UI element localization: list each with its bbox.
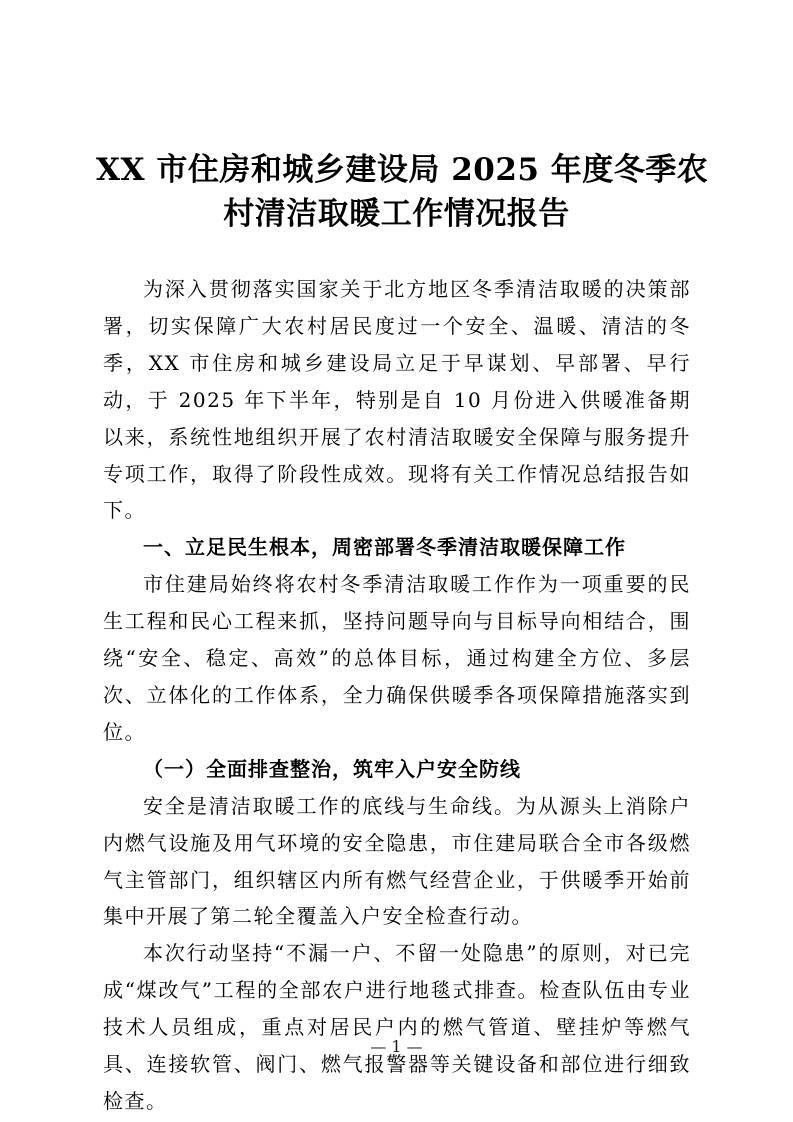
subsection-1-paragraph-1: 安全是清洁取暖工作的底线与生命线。为从源头上消除户内燃气设施及用气环境的安全隐患，市住建局联合全市各级燃气主管部门，组织辖区内所有燃气经营企业，于供暖季开始前集中开展了第二轮全覆盖入户安全检查行动。 (103, 793, 691, 929)
document-title (96, 148, 709, 236)
document-title-line-2: 村清洁取暖工作情况报告 (223, 196, 570, 232)
page-number: — 1 — (370, 1037, 423, 1056)
subsection-1-paragraph-2: 本次行动坚持“不漏一户、不留一处隐患”的原则，对已完成“煤改气”工程的全部农户进行地毯式排查。检查队伍由专业技术人员组成，重点对居民户内的燃气管道、壁挂炉等燃气具、连接软管、阀门、燃气报警器等关键设备和部位进行细致检查。 (103, 941, 691, 1113)
subsection-heading-1: （一）全面排查整治，筑牢入户安全防线 (143, 756, 521, 781)
intro-paragraph: 为深入贯彻落实国家关于北方地区冬季清洁取暖的决策部署，切实保障广大农村居民度过一个安全、温暖、清洁的冬季，XX 市住房和城乡建设局立足于早谋划、早部署、早行动，于 2025 年下半年，特别是自 10 月份进入供暖准备期以来，系统性地组织开展了农村清洁取暖安全保障与服务提升专项工作，取得了阶段性成效。现将有关工作情况总结报告如下。 (103, 277, 691, 523)
section-1-paragraph: 市住建局始终将农村冬季清洁取暖工作作为一项重要的民生工程和民心工程来抓，坚持问题导向与目标导向相结合，围绕“安全、稳定、高效”的总体目标，通过构建全方位、多层次、立体化的工作体系，全力确保供暖季各项保障措施落实到位。 (103, 572, 691, 744)
document-body (103, 271, 691, 1120)
section-heading-1: 一、立足民生根本，周密部署冬季清洁取暖保障工作 (143, 535, 626, 560)
document-title-line-1: XX 市住房和城乡建设局 2025 年度冬季农 (96, 152, 709, 188)
